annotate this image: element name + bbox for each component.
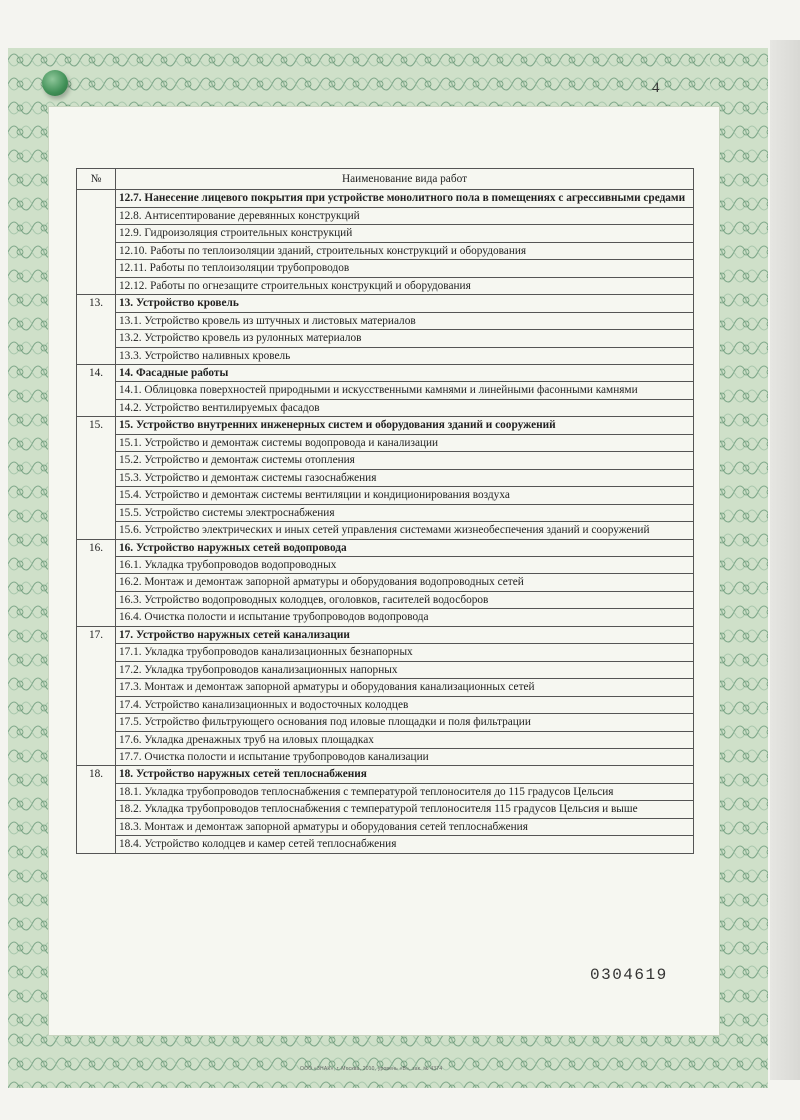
table-row — [77, 399, 694, 416]
table-row — [77, 242, 694, 259]
work-item: 15.5. Устройство системы электроснабжения — [116, 504, 694, 521]
table-row — [77, 312, 694, 329]
work-item: 12.8. Антисептирование деревянных конструкций — [116, 207, 694, 224]
table-row — [77, 347, 694, 364]
work-item: 16.3. Устройство водопроводных колодцев, оголовков, гасителей водосборов — [116, 591, 694, 608]
table-row — [77, 731, 694, 748]
work-item: 15.2. Устройство и демонтаж системы отопления — [116, 452, 694, 469]
group-title-row — [77, 295, 694, 312]
table-row — [77, 504, 694, 521]
table-row — [77, 382, 694, 399]
group-title-row — [77, 766, 694, 783]
table-row — [77, 556, 694, 573]
table-row — [77, 330, 694, 347]
group-title-row — [77, 539, 694, 556]
header-number: № — [77, 169, 116, 190]
work-item: 16.1. Укладка трубопроводов водопроводных — [116, 556, 694, 573]
group-title: 18. Устройство наружных сетей теплоснабжения — [116, 766, 694, 783]
table-row — [77, 679, 694, 696]
work-item: 15.1. Устройство и демонтаж системы водопровода и канализации — [116, 434, 694, 451]
work-item: 18.1. Укладка трубопроводов теплоснабжения с температурой теплоносителя до 115 градусов Цельсия — [116, 783, 694, 800]
work-item: 17.7. Очистка полости и испытание трубопроводов канализации — [116, 748, 694, 765]
table-row — [77, 277, 694, 294]
work-item: 17.3. Монтаж и демонтаж запорной арматуры и оборудования канализационных сетей — [116, 679, 694, 696]
table-header-row — [77, 169, 694, 190]
work-item: 13.3. Устройство наливных кровель — [116, 347, 694, 364]
printer-imprint: ООО «ЗНАК», г. Москва, 2010, уровень «В», зак. № 4374 — [300, 1066, 443, 1072]
group-title: 13. Устройство кровель — [116, 295, 694, 312]
group-number — [77, 190, 116, 295]
work-item: 15.3. Устройство и демонтаж системы газоснабжения — [116, 469, 694, 486]
work-item: 18.3. Монтаж и демонтаж запорной арматуры и оборудования сетей теплоснабжения — [116, 818, 694, 835]
work-item: 16.2. Монтаж и демонтаж запорной арматуры и оборудования водопроводных сетей — [116, 574, 694, 591]
guilloche-border-bottom — [8, 1028, 768, 1088]
header-work-name: Наименование вида работ — [116, 169, 694, 190]
table-row — [77, 434, 694, 451]
table-row — [77, 609, 694, 626]
serial-number: 0304619 — [590, 966, 668, 984]
scan-edge — [770, 40, 800, 1080]
group-number: 16. — [77, 539, 116, 626]
table-row — [77, 260, 694, 277]
table-row — [77, 591, 694, 608]
table-row — [77, 522, 694, 539]
work-item: 12.12. Работы по огнезащите строительных конструкций и оборудования — [116, 277, 694, 294]
group-title-row — [77, 364, 694, 381]
group-number: 18. — [77, 766, 116, 853]
works-table-body — [77, 190, 694, 853]
table-row — [77, 783, 694, 800]
group-number: 15. — [77, 417, 116, 539]
table-row — [77, 836, 694, 853]
work-item: 12.7. Нанесение лицевого покрытия при устройстве монолитного пола в помещениях с агрессивными средами — [116, 190, 694, 207]
work-item: 17.1. Укладка трубопроводов канализационных безнапорных — [116, 644, 694, 661]
work-item: 12.9. Гидроизоляция строительных конструкций — [116, 225, 694, 242]
work-item: 15.4. Устройство и демонтаж системы вентиляции и кондиционирования воздуха — [116, 487, 694, 504]
group-title: 17. Устройство наружных сетей канализации — [116, 626, 694, 643]
table-row — [77, 644, 694, 661]
table-row — [77, 818, 694, 835]
work-item: 12.11. Работы по теплоизоляции трубопроводов — [116, 260, 694, 277]
table-row — [77, 225, 694, 242]
table-row — [77, 661, 694, 678]
work-item: 16.4. Очистка полости и испытание трубопроводов водопровода — [116, 609, 694, 626]
table-row — [77, 748, 694, 765]
work-item: 14.2. Устройство вентилируемых фасадов — [116, 399, 694, 416]
page-number: 4 — [652, 80, 660, 96]
table-row — [77, 469, 694, 486]
pushpin-icon — [42, 70, 68, 96]
works-table — [76, 168, 694, 854]
group-title-row — [77, 417, 694, 434]
table-row — [77, 574, 694, 591]
work-item: 14.1. Облицовка поверхностей природными и искусственными камнями и линейными фасонными камнями — [116, 382, 694, 399]
work-item: 13.2. Устройство кровель из рулонных материалов — [116, 330, 694, 347]
table-row — [77, 207, 694, 224]
table-row — [77, 696, 694, 713]
work-item: 18.4. Устройство колодцев и камер сетей теплоснабжения — [116, 836, 694, 853]
group-title-row — [77, 626, 694, 643]
work-item: 17.4. Устройство канализационных и водосточных колодцев — [116, 696, 694, 713]
group-number: 13. — [77, 295, 116, 365]
group-title: 16. Устройство наружных сетей водопровода — [116, 539, 694, 556]
work-item: 17.2. Укладка трубопроводов канализационных напорных — [116, 661, 694, 678]
group-number: 14. — [77, 364, 116, 416]
work-item: 15.6. Устройство электрических и иных сетей управления системами жизнеобеспечения зданий и сооружений — [116, 522, 694, 539]
group-number: 17. — [77, 626, 116, 766]
work-item: 12.10. Работы по теплоизоляции зданий, строительных конструкций и оборудования — [116, 242, 694, 259]
work-item: 13.1. Устройство кровель из штучных и листовых материалов — [116, 312, 694, 329]
group-title: 14. Фасадные работы — [116, 364, 694, 381]
group-title: 15. Устройство внутренних инженерных систем и оборудования зданий и сооружений — [116, 417, 694, 434]
work-item: 17.6. Укладка дренажных труб на иловых площадках — [116, 731, 694, 748]
table-row — [77, 452, 694, 469]
work-item: 17.5. Устройство фильтрующего основания под иловые площадки и поля фильтрации — [116, 714, 694, 731]
table-row — [77, 801, 694, 818]
table-row — [77, 487, 694, 504]
table-row — [77, 190, 694, 207]
table-row — [77, 714, 694, 731]
work-item: 18.2. Укладка трубопроводов теплоснабжения с температурой теплоносителя 115 градусов Цельсия и выше — [116, 801, 694, 818]
